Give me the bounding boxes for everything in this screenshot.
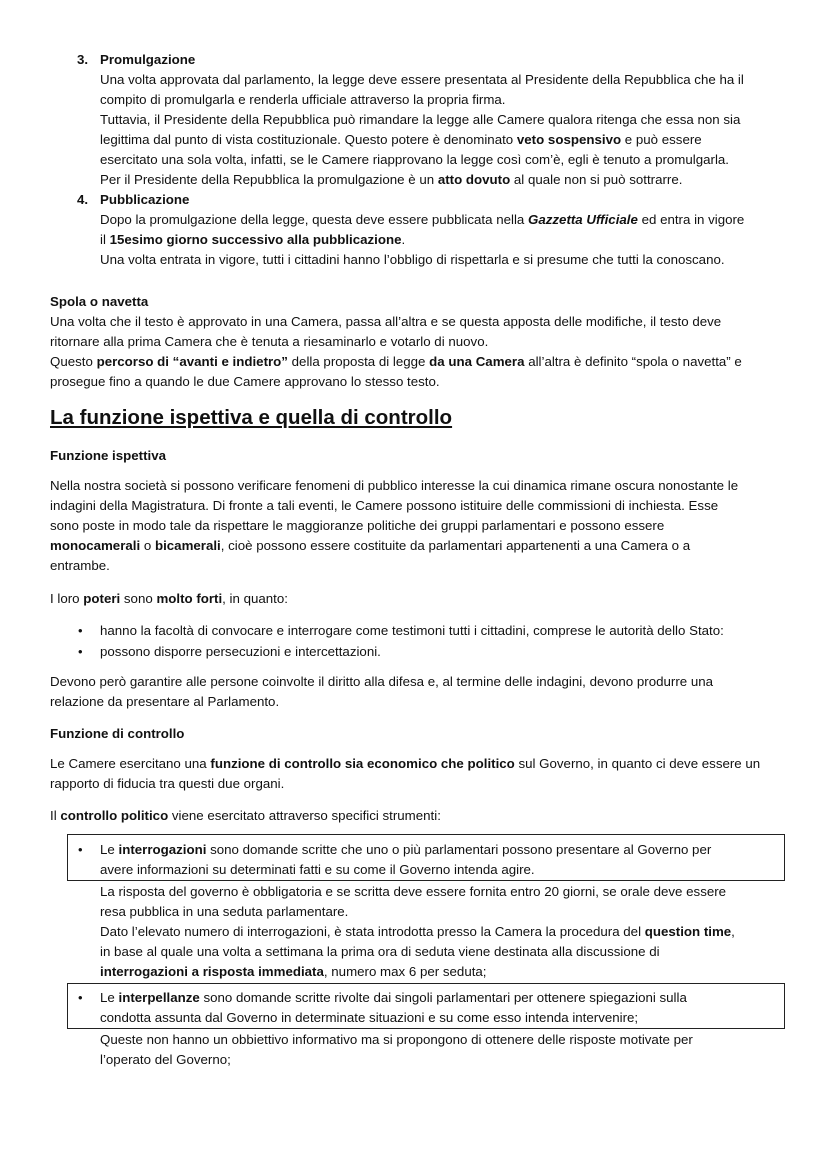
text-line: entrambe. bbox=[50, 557, 110, 573]
text-line: Le interpellanze sono domande scritte rivolte dai singoli parlamentari per ottenere spiegazioni sulla bbox=[100, 990, 687, 1005]
list-item-interpellanze bbox=[100, 988, 790, 1028]
bullet-icon: • bbox=[78, 990, 83, 1005]
item-title-promulgazione: Promulgazione bbox=[100, 52, 196, 67]
text-line: Le Camere esercitano una funzione di controllo sia economico che politico sul Governo, in quanto ci deve essere un bbox=[50, 756, 761, 771]
text-line: Dato l’elevato numero di interrogazioni, è stata introdotta presso la Camera la procedura del question time, bbox=[100, 923, 735, 939]
spola-body bbox=[50, 312, 790, 392]
text-line: esercitato una sola volta, infatti, se le Camere riapprovano la legge così com’è, egli è tenuto a promulgarla. bbox=[100, 151, 729, 167]
section-title-controllo: Funzione di controllo bbox=[50, 726, 185, 741]
text-line: La risposta del governo è obbligatoria e se scritta deve essere fornita entro 20 giorni, se orale deve essere bbox=[100, 884, 727, 899]
list-number: 4. bbox=[77, 192, 89, 207]
text-line: Dopo la promulgazione della legge, questa deve essere pubblicata nella Gazzetta Ufficiale ed entra in vigore bbox=[100, 212, 745, 227]
text-line: compito di promulgarla e renderla ufficiale attraverso la propria firma. bbox=[100, 91, 506, 107]
section-title-spola: Spola o navetta bbox=[50, 294, 149, 309]
text-line: Nella nostra società si possono verificare fenomeni di pubblico interesse la cui dinamica rimane oscura nonostante le bbox=[50, 478, 739, 493]
ispettiva-paragraph-3 bbox=[50, 672, 790, 712]
controllo-paragraph-2 bbox=[50, 806, 790, 826]
text-line: avere informazioni su determinati fatti e su come il Governo intenda agire. bbox=[100, 861, 535, 877]
interpellanze-details bbox=[100, 1030, 790, 1070]
text-line: Questo percorso di “avanti e indietro” della proposta di legge da una Camera all’altra è definito “spola o navetta” e bbox=[50, 353, 742, 369]
text-line: Tuttavia, il Presidente della Repubblica può rimandare la legge alle Camere qualora ritenga che essa non sia bbox=[100, 111, 741, 127]
ispettiva-paragraph-2 bbox=[50, 589, 790, 609]
ispettiva-paragraph-1 bbox=[50, 476, 790, 576]
bold-term: 15esimo giorno successivo alla pubblicazione bbox=[109, 231, 402, 247]
list-item: hanno la facoltà di convocare e interrogare come testimoni tutti i cittadini, comprese le autorità dello Stato: bbox=[100, 623, 724, 638]
bullet-icon: • bbox=[78, 644, 83, 659]
promulgazione-body bbox=[100, 70, 790, 189]
text-line: il 15esimo giorno successivo alla pubblicazione. bbox=[100, 231, 406, 247]
text-line: condotta assunta dal Governo in determinate situazioni e su come esso intenda intervenire; bbox=[100, 1009, 639, 1025]
text-line: relazione da presentare al Parlamento. bbox=[50, 693, 280, 709]
interrogazioni-details bbox=[100, 882, 790, 982]
bold-italic-term: Gazzetta Ufficiale bbox=[528, 212, 638, 227]
text-line: Queste non hanno un obbiettivo informativo ma si propongono di ottenere delle risposte motivate per bbox=[100, 1032, 693, 1047]
text-line: Devono però garantire alle persone coinvolte il diritto alla difesa e, al termine delle indagini, devono produrre una bbox=[50, 674, 714, 689]
text-line: Una volta approvata dal parlamento, la legge deve essere presentata al Presidente della Repubblica che ha il bbox=[100, 72, 744, 87]
text-line: interrogazioni a risposta immediata, numero max 6 per seduta; bbox=[100, 963, 487, 979]
pubblicazione-body bbox=[100, 210, 790, 270]
controllo-paragraph-1 bbox=[50, 754, 790, 794]
text-line: Il controllo politico viene esercitato attraverso specifici strumenti: bbox=[50, 808, 441, 823]
list-number: 3. bbox=[77, 52, 89, 67]
list-item: possono disporre persecuzioni e intercettazioni. bbox=[100, 644, 381, 659]
text-line: indagini della Magistratura. Di fronte a tali eventi, le Camere possono istituire delle commissioni di inchiesta. Esse bbox=[50, 497, 719, 513]
text-line: sono poste in modo tale da rispettare le maggioranze politiche dei gruppi parlamentari e possono essere bbox=[50, 517, 665, 533]
item-title-pubblicazione: Pubblicazione bbox=[100, 192, 190, 207]
bold-term: atto dovuto bbox=[437, 171, 511, 187]
text-line: rapporto di fiducia tra questi due organi. bbox=[50, 775, 285, 791]
bullet-icon: • bbox=[78, 842, 83, 857]
text-line: Una volta che il testo è approvato in una Camera, passa all’altra e se questa apposta delle modifiche, il testo deve bbox=[50, 314, 722, 329]
text-line: Per il Presidente della Repubblica la promulgazione è un atto dovuto al quale non si può sottrarre. bbox=[100, 171, 683, 187]
text-line: prosegue fino a quando le due Camere approvano lo stesso testo. bbox=[50, 373, 440, 389]
text-line: resa pubblica in una seduta parlamentare. bbox=[100, 903, 349, 919]
text-line: in base al quale una volta a settimana la prima ora di seduta viene destinata alla discussione di bbox=[100, 943, 660, 959]
text-line: Una volta entrata in vigore, tutti i cittadini hanno l’obbligo di rispettarla e si presume che tutti la conoscano. bbox=[100, 251, 725, 267]
text-line: l’operato del Governo; bbox=[100, 1051, 231, 1067]
bullet-icon: • bbox=[78, 623, 83, 638]
page-heading: La funzione ispettiva e quella di controllo bbox=[50, 406, 453, 429]
text-line: Le interrogazioni sono domande scritte che uno o più parlamentari possono presentare al Governo per bbox=[100, 842, 712, 857]
text-line: ritornare alla prima Camera che è tenuta a riesaminarlo e votarlo di nuovo. bbox=[50, 333, 489, 349]
bold-term: veto sospensivo bbox=[516, 131, 622, 147]
text-line: legittima dal punto di vista costituzionale. Questo potere è denominato veto sospensivo e può essere bbox=[100, 131, 702, 147]
list-item-interrogazioni bbox=[100, 840, 790, 880]
section-title-ispettiva: Funzione ispettiva bbox=[50, 448, 166, 463]
text-line: I loro poteri sono molto forti, in quanto: bbox=[50, 591, 288, 606]
text-line: monocamerali o bicamerali, cioè possono essere costituite da parlamentari appartenenti a una Camera o a bbox=[50, 537, 691, 553]
